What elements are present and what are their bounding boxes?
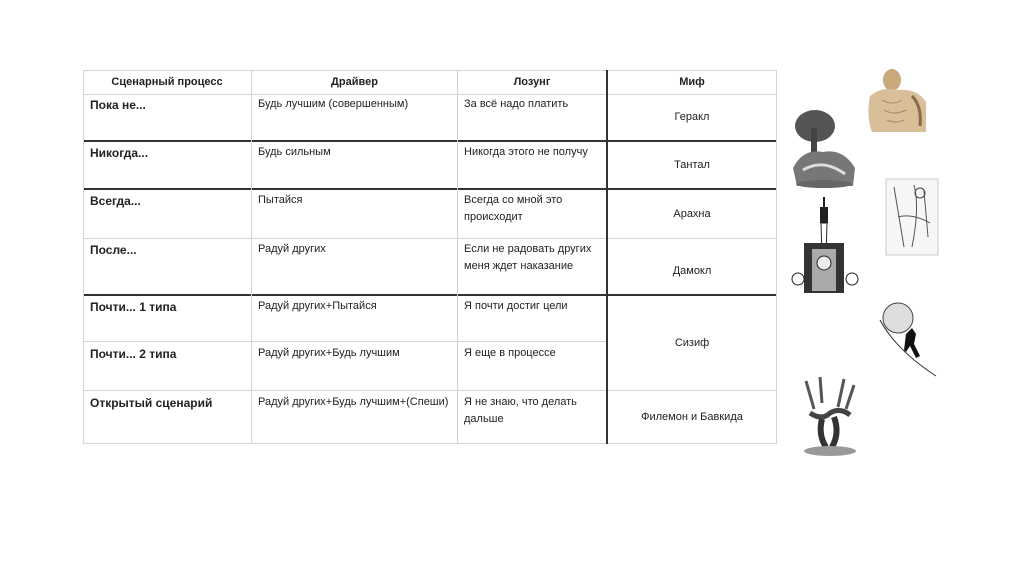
cell-driver: Радуй других+Пытайся [258,300,377,312]
sisyphus-boulder-image [876,300,938,378]
cell-slogan: Никогда этого не получу [464,146,588,158]
header-driver: Драйвер [331,76,378,88]
cell-myth: Дамокл [672,264,712,277]
cell-driver: Пытайся [258,194,303,206]
cell-driver: Радуй других+Будь лучшим [258,347,400,359]
cell-process: После... [90,243,137,257]
grid-line [776,70,777,444]
cell-slogan: Если не радовать других меня ждет наказание [464,243,592,272]
cell-process: Почти... 2 типа [90,347,177,361]
grid-line [83,443,777,444]
grid-line [83,341,606,342]
cell-myth: Филемон и Бавкида [641,410,743,423]
header-slogan: Лозунг [513,76,551,88]
tantalus-engraving-image [793,108,855,188]
heracles-statue-image [862,66,932,134]
cell-driver: Будь лучшим (совершенным) [258,98,409,110]
cell-process: Открытый сценарий [90,396,213,410]
cell-process: Всегда... [90,194,141,208]
cell-myth-merged: Сизиф [674,336,710,349]
cell-process: Почти... 1 типа [90,300,177,314]
cell-myth: Геракл [674,111,710,123]
cell-slogan: Я почти достиг цели [464,300,568,312]
philemon-baucis-tree-image [800,373,860,457]
cell-driver: Будь сильным [258,146,331,158]
cell-process: Пока не... [90,98,146,112]
cell-myth: Арахна [673,207,711,220]
damocles-sword-image [790,197,860,295]
cell-myth: Тантал [674,158,710,171]
cell-slogan: За всё надо платить [464,98,569,110]
cell-process: Никогда... [90,146,149,160]
header-process: Сценарный процесс [111,76,223,88]
cell-driver: Радуй других+Будь лучшим+(Спеши) [258,396,449,408]
cell-slogan: Всегда со мной это происходит [464,194,563,223]
arachne-drawing-image [884,177,940,257]
cell-driver: Радуй других [258,243,326,255]
header-myth: Миф [679,76,705,88]
cell-slogan: Я еще в процессе [464,347,556,359]
cell-slogan: Я не знаю, что делать дальше [464,396,577,425]
